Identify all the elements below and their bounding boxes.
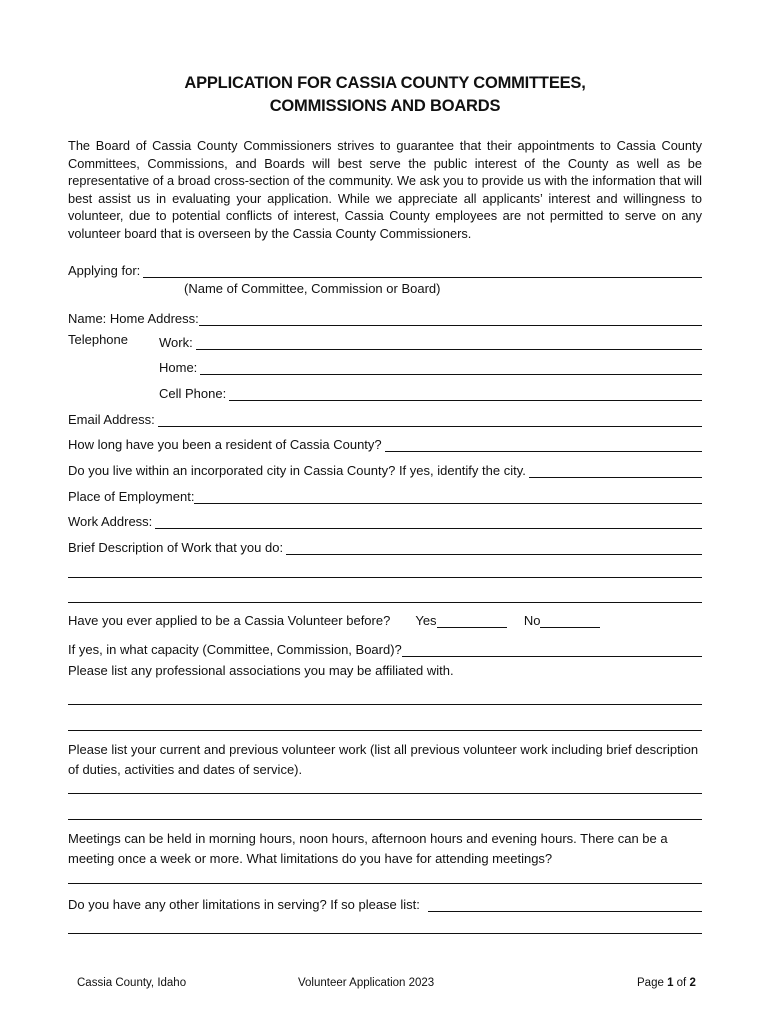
home-phone-label: Home: [159,360,198,375]
home-phone-row [159,355,702,375]
limitations-label: Do you have any other limitations in serving? If so please list: [68,897,420,912]
cell-phone-row [159,381,702,401]
employment-label: Place of Employment: [68,489,195,504]
resident-field[interactable] [385,437,702,452]
volunteer-work-label: Please list your current and previous volunteer work (list all previous volunteer work including brief description of duties, activities and dates of service). [68,742,699,777]
resident-label: How long have you been a resident of Cassia County? [68,437,382,452]
intro-paragraph: The Board of Cassia County Commissioners strives to guarantee that their appointments to Cassia County Committees, Commissions, and Boards will best serve the public interest of the County as well as be representative of a broad cross-section of the community. We ask you to provide us with the information that will best assist us in evaluating your application. While we appreciate all applicants’ interest and willingness to volunteer, due to potential conflicts of interest, Cassia County employees are not permitted to serve on any volunteer board that is overseen by the Cassia County Commissioners. [68,138,702,241]
footer-county: Cassia County, Idaho [77,977,187,989]
applying-for-label: Applying for: [68,263,141,278]
work-address-field[interactable] [155,514,702,529]
work-phone-row [159,330,702,350]
page-of: of [673,977,690,989]
limitations-field[interactable] [428,897,702,912]
work-phone-field[interactable] [196,335,702,350]
no-field[interactable] [540,613,600,628]
no-label: No [523,613,541,628]
limitations-row [68,892,702,912]
associations-label: Please list any professional associations you may be affiliated with. [68,663,454,678]
work-description-label: Brief Description of Work that you do: [68,540,284,555]
yes-label: Yes [415,613,437,628]
work-address-label: Work Address: [68,514,153,529]
applying-for-hint: (Name of Committee, Commission or Board) [184,281,441,296]
page-prefix: Page [637,977,668,989]
cell-phone-field[interactable] [229,386,702,401]
limitations-line-2[interactable] [68,933,702,934]
page-current: 1 [667,977,674,989]
form-title-line-1: APPLICATION FOR CASSIA COUNTY COMMITTEES, [184,74,586,92]
applied-before-label: Have you ever applied to be a Cassia Volunteer before? [68,613,391,628]
volunteer-work-line-2[interactable] [68,819,702,820]
work-description-row [68,535,702,555]
footer-title: Volunteer Application 2023 [298,977,435,989]
cell-phone-label: Cell Phone: [159,386,227,401]
resident-row [68,432,702,452]
capacity-field[interactable] [402,642,702,657]
capacity-label: If yes, in what capacity (Committee, Commission, Board)? [68,642,402,657]
applied-before-row [68,613,702,628]
employment-row [68,484,702,504]
email-field[interactable] [158,412,702,427]
applying-for-field[interactable] [143,263,702,278]
capacity-row [68,637,702,657]
work-phone-label: Work: [159,335,193,350]
work-description-field[interactable] [286,540,702,555]
associations-line-1[interactable] [68,704,702,705]
work-address-row [68,509,702,529]
work-description-line-3[interactable] [68,602,702,603]
footer-page-number [637,977,696,989]
meetings-label: Meetings can be held in morning hours, noon hours, afternoon hours and evening hours. There can be a meeting once a week or more. What limitations do you have for attending meetings? [68,831,668,866]
meetings-line[interactable] [68,883,702,884]
home-address-field[interactable] [199,311,702,326]
home-address-row [68,306,702,326]
associations-line-2[interactable] [68,730,702,731]
email-label: Email Address: [68,412,155,427]
telephone-label: Telephone [68,332,128,347]
employment-field[interactable] [194,489,702,504]
city-row [68,458,702,478]
volunteer-work-line-1[interactable] [68,793,702,794]
form-title-line-2: COMMISSIONS AND BOARDS [269,97,501,115]
email-row [68,407,702,427]
home-phone-field[interactable] [200,360,702,375]
yes-field[interactable] [437,613,507,628]
page-total: 2 [689,977,696,989]
home-address-label: Name: Home Address: [68,311,199,326]
work-description-line-2[interactable] [68,577,702,578]
city-label: Do you live within an incorporated city in Cassia County? If yes, identify the city. [68,463,526,478]
applying-for-row [68,258,702,278]
city-field[interactable] [529,463,702,478]
